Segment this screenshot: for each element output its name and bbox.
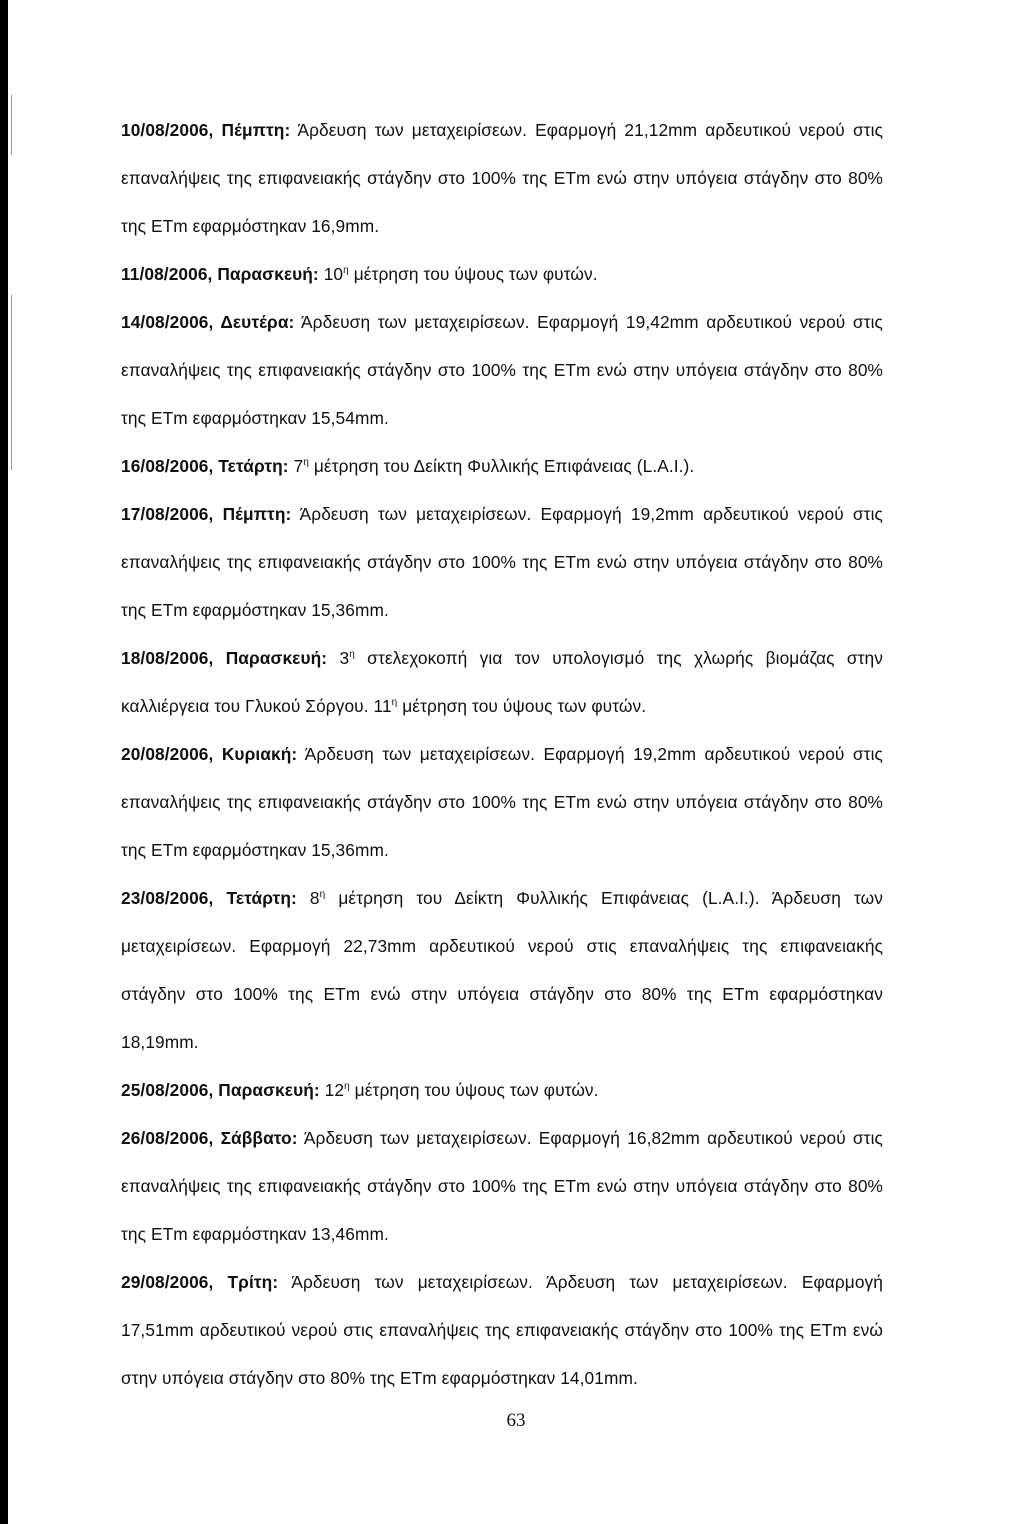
diary-entry <box>121 1114 883 1258</box>
entry-text: Άρδευση των μεταχειρίσεων. Εφαρμογή 19,42mm αρδευτικού νερού στις επαναλήψεις της επιφανειακής στάγδην στο 100% της ETm ενώ στην υπόγεια στάγδην στο 80% της ETm εφαρμόστηκαν 15,54mm. <box>121 312 883 428</box>
entry-date: 20/08/2006, Κυριακή: <box>121 744 298 764</box>
entry-ordinal: 10 <box>323 264 344 284</box>
entry-text: Άρδευση των μεταχειρίσεων. Εφαρμογή 21,12mm αρδευτικού νερού στις επαναλήψεις της επιφανειακής στάγδην στο 100% της ETm ενώ στην υπόγεια στάγδην στο 80% της ETm εφαρμόστηκαν 16,9mm. <box>121 120 883 236</box>
ordinal-suffix: η <box>391 697 398 708</box>
page-number: 63 <box>506 1410 526 1431</box>
entry-text: Άρδευση των μεταχειρίσεων. Εφαρμογή 16,82mm αρδευτικού νερού στις επαναλήψεις της επιφανειακής στάγδην στο 100% της ETm ενώ στην υπόγεια στάγδην στο 80% της ETm εφαρμόστηκαν 13,46mm. <box>121 1128 883 1244</box>
diary-entry <box>121 442 883 490</box>
entry-text: Άρδευση των μεταχειρίσεων. Εφαρμογή 19,2mm αρδευτικού νερού στις επαναλήψεις της επιφανειακής στάγδην στο 100% της ETm ενώ στην υπόγεια στάγδην στο 80% της ETm εφαρμόστηκαν 15,36mm. <box>121 504 883 620</box>
ordinal-suffix: η <box>303 457 309 468</box>
document-page <box>8 0 1024 1524</box>
entry-text: μέτρηση του Δείκτη Φυλλικής Επιφάνειας (L.A.I.). <box>313 456 695 476</box>
entry-date: 10/08/2006, Πέμπτη: <box>121 120 291 140</box>
diary-entry <box>121 490 883 634</box>
diary-entry <box>121 250 883 298</box>
entry-date: 29/08/2006, Τρίτη: <box>121 1272 279 1292</box>
entry-date: 11/08/2006, Παρασκευή: <box>121 264 319 284</box>
entry-text: στελεχοκοπή για τον υπολογισμό της χλωρής βιομάζας στην καλλιέργεια του Γλυκού Σόργου. 11 <box>121 648 883 716</box>
diary-entry <box>121 1066 883 1114</box>
entry-date: 14/08/2006, Δευτέρα: <box>121 312 295 332</box>
entry-text: μέτρηση του ύψους των φυτών. <box>354 1080 599 1100</box>
entry-date: 17/08/2006, Πέμπτη: <box>121 504 292 524</box>
scan-edge-line <box>11 295 12 470</box>
entry-ordinal: 7 <box>293 456 304 476</box>
diary-entry <box>121 634 883 730</box>
diary-entry <box>121 106 883 250</box>
ordinal-suffix: η <box>319 889 326 900</box>
scan-edge-line <box>11 95 12 155</box>
diary-entry <box>121 730 883 874</box>
entry-date: 26/08/2006, Σάββατο: <box>121 1128 298 1148</box>
entry-ordinal: 12 <box>324 1080 345 1100</box>
diary-entry <box>121 874 883 1066</box>
ordinal-suffix: η <box>349 649 355 660</box>
entry-ordinal: 3 <box>339 648 350 668</box>
ordinal-suffix: η <box>343 265 349 276</box>
entry-date: 23/08/2006, Τετάρτη: <box>121 888 297 908</box>
diary-text <box>121 106 883 1402</box>
entry-date: 16/08/2006, Τετάρτη: <box>121 456 289 476</box>
entry-text: Άρδευση των μεταχειρίσεων. Εφαρμογή 19,2mm αρδευτικού νερού στις επαναλήψεις της επιφανειακής στάγδην στο 100% της ETm ενώ στην υπόγεια στάγδην στο 80% της ETm εφαρμόστηκαν 15,36mm. <box>121 744 883 860</box>
entry-date: 25/08/2006, Παρασκευή: <box>121 1080 320 1100</box>
diary-entry <box>121 1258 883 1402</box>
entry-text: μέτρηση του Δείκτη Φυλλικής Επιφάνειας (L.A.I.). Άρδευση των μεταχειρίσεων. Εφαρμογή 22,73mm αρδευτικού νερού στις επαναλήψεις της επιφανειακής στάγδην στο 100% της ETm ενώ στην υπόγεια στάγδην στο 80% της ETm εφαρμόστηκαν 18,19mm. <box>121 888 883 1052</box>
entry-text: μέτρηση του ύψους των φυτών. <box>402 696 647 716</box>
diary-entry <box>121 298 883 442</box>
ordinal-suffix: η <box>344 1081 350 1092</box>
entry-text: Άρδευση των μεταχειρίσεων. Άρδευση των μεταχειρίσεων. Εφαρμογή 17,51mm αρδευτικού νερού στις επαναλήψεις της επιφανειακής στάγδην στο 100% της ETm ενώ στην υπόγεια στάγδην στο 80% της ETm εφαρμόστηκαν 14,01mm. <box>121 1272 883 1388</box>
entry-ordinal: 8 <box>309 888 320 908</box>
entry-date: 18/08/2006, Παρασκευή: <box>121 648 328 668</box>
entry-text: μέτρηση του ύψους των φυτών. <box>353 264 598 284</box>
